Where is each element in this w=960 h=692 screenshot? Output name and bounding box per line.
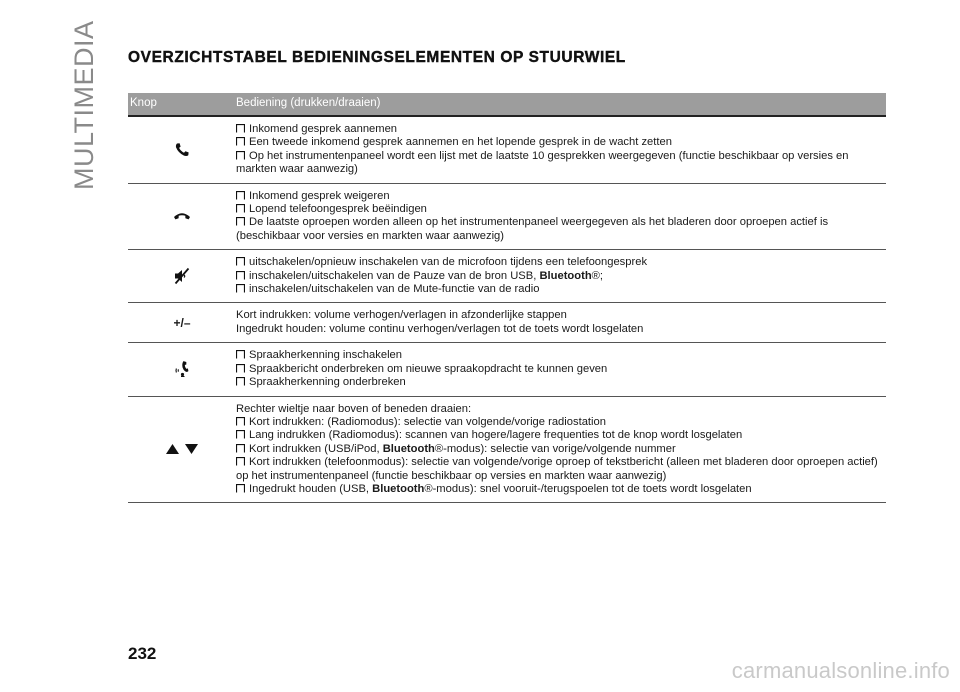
table-body	[128, 115, 886, 503]
bullet-icon	[236, 444, 245, 453]
description-line	[236, 323, 886, 336]
description-line	[236, 190, 886, 203]
description-line	[236, 216, 886, 243]
up-down-arrows-icon	[164, 443, 200, 455]
line-text: uitschakelen/opnieuw inschakelen van de microfoon tijdens een telefoongesprek	[249, 256, 648, 269]
description-line	[236, 349, 886, 362]
line-text: Rechter wieltje naar boven of beneden draaien:	[236, 402, 472, 415]
knop-cell	[128, 303, 236, 342]
description-line	[236, 429, 886, 442]
mute-icon	[173, 267, 191, 285]
bullet-icon	[236, 457, 245, 466]
section-sidebar	[64, 20, 104, 190]
line-text: ®-modus): selectie van vorige/volgende nummer	[434, 442, 676, 455]
line-text: Spraakbericht onderbreken om nieuwe spraakopdracht te kunnen geven	[249, 362, 608, 375]
description-line	[236, 456, 886, 483]
page-number: 232	[128, 644, 157, 663]
description-line	[236, 203, 886, 216]
column-header-bediening: Bediening (drukken/draaien)	[236, 97, 381, 109]
line-text: inschakelen/uitschakelen van de Mute-functie van de radio	[249, 283, 540, 296]
knop-cell	[128, 117, 236, 183]
bullet-icon	[236, 137, 245, 146]
knop-cell	[128, 184, 236, 250]
bullet-icon	[236, 191, 245, 200]
bullet-icon	[236, 417, 245, 426]
bullet-icon	[236, 430, 245, 439]
description-cell	[236, 303, 886, 342]
bullet-icon	[236, 257, 245, 266]
description-line	[236, 283, 886, 296]
line-text: Kort indrukken: volume verhogen/verlagen in afzonderlijke stappen	[236, 309, 567, 322]
description-cell	[236, 343, 886, 395]
bullet-icon	[236, 217, 245, 226]
brand-name: Bluetooth	[539, 269, 592, 282]
bullet-icon	[236, 364, 245, 373]
table-row	[128, 303, 886, 343]
description-line	[236, 416, 886, 429]
controls-table	[128, 93, 886, 503]
line-text: Op het instrumentenpaneel wordt een lijst met de laatste 10 gesprekken weergegeven (functie beschikbaar op versies en markten waar aanwezig)	[236, 149, 849, 176]
line-text: Een tweede inkomend gesprek aannemen en het lopende gesprek in de wacht zetten	[249, 136, 672, 149]
brand-name: Bluetooth	[372, 482, 425, 495]
watermark: carmanualsonline.info	[731, 658, 950, 683]
bullet-icon	[236, 204, 245, 213]
line-text: Ingedrukt houden (USB,	[249, 482, 373, 495]
section-label: MULTIMEDIA	[69, 20, 99, 190]
page-title: OVERZICHTSTABEL BEDIENINGSELEMENTEN OP STUURWIEL	[128, 49, 626, 66]
description-line	[236, 309, 886, 322]
bullet-icon	[236, 484, 245, 493]
description-cell	[236, 184, 886, 250]
voice-recognition-icon	[173, 360, 191, 378]
brand-name: Bluetooth	[382, 442, 435, 455]
bullet-icon	[236, 350, 245, 359]
line-text: Kort indrukken (USB/iPod,	[249, 442, 383, 455]
line-text: Lang indrukken (Radiomodus): scannen van hogere/lagere frequenties tot de knop wordt losgelaten	[249, 429, 743, 442]
table-row	[128, 250, 886, 303]
line-text: Kort indrukken: (Radiomodus): selectie van volgende/vorige radiostation	[249, 415, 606, 428]
line-text: ®;	[591, 269, 604, 282]
description-line	[236, 256, 886, 269]
line-text: Inkomend gesprek weigeren	[249, 189, 390, 202]
table-header	[128, 93, 886, 115]
column-header-knop: Knop	[130, 97, 157, 109]
bullet-icon	[236, 151, 245, 160]
knop-cell	[128, 250, 236, 302]
table-row	[128, 184, 886, 251]
knop-cell	[128, 397, 236, 503]
description-line	[236, 443, 886, 456]
description-line	[236, 376, 886, 389]
description-cell	[236, 250, 886, 302]
line-text: Spraakherkenning onderbreken	[249, 376, 406, 389]
description-line	[236, 363, 886, 376]
line-text: De laatste oproepen worden alleen op het instrumentenpaneel weergegeven als het bladeren door oproepen actief is (beschikbaar voor versies en markten waar aanwezig)	[236, 216, 829, 242]
line-text: inschakelen/uitschakelen van de Pauze van de bron USB,	[249, 269, 540, 282]
description-line	[236, 136, 886, 149]
description-line	[236, 270, 886, 283]
bullet-icon	[236, 124, 245, 133]
description-line	[236, 123, 886, 136]
table-row	[128, 397, 886, 504]
description-line	[236, 403, 886, 416]
line-text: Ingedrukt houden: volume continu verhogen/verlagen tot de toets wordt losgelaten	[236, 322, 644, 335]
description-line	[236, 483, 886, 496]
phone-pickup-icon	[174, 142, 190, 158]
description-line	[236, 150, 886, 177]
line-text: Spraakherkenning inschakelen	[249, 349, 402, 362]
line-text: Inkomend gesprek aannemen	[249, 123, 398, 135]
description-cell	[236, 117, 886, 183]
description-cell	[236, 397, 886, 503]
bullet-icon	[236, 271, 245, 280]
line-text: Lopend telefoongesprek beëindigen	[249, 203, 427, 216]
knop-label: +/–	[173, 315, 191, 330]
table-row	[128, 343, 886, 396]
phone-hangup-icon	[173, 210, 191, 222]
table-row	[128, 115, 886, 184]
bullet-icon	[236, 377, 245, 386]
line-text: Kort indrukken (telefoonmodus): selectie van volgende/vorige oproep of tekstbericht (alleen met bladeren door oproepen actief) op het instrumentenpaneel (functie beschikbaar op versies en markten waar aanwezig)	[236, 456, 878, 482]
knop-cell	[128, 343, 236, 395]
bullet-icon	[236, 284, 245, 293]
line-text: ®-modus): snel vooruit-/terugspoelen tot de toets wordt losgelaten	[424, 482, 752, 495]
